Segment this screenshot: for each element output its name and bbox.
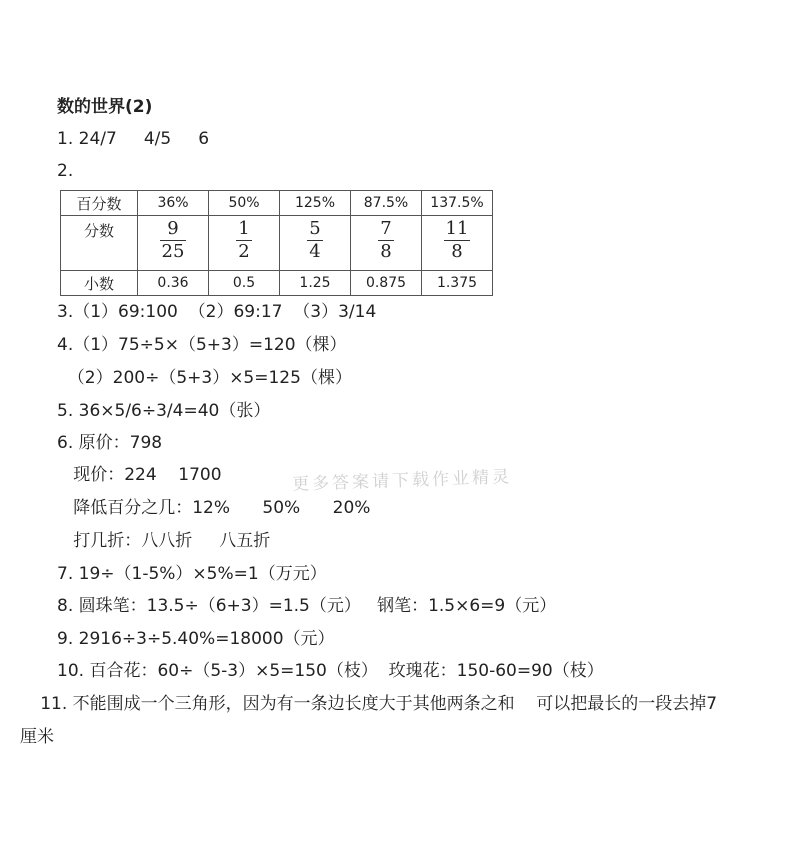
decimal-cell: 1.25 — [280, 271, 351, 296]
answer-2-label: 2. — [57, 161, 74, 181]
table-row-fraction — [61, 216, 493, 271]
page-title: 数的世界(2) — [57, 97, 153, 117]
fraction-cell — [351, 216, 422, 271]
fraction-numerator: 9 — [167, 218, 179, 239]
fraction-numerator: 7 — [380, 218, 392, 239]
row-label-percent: 百分数 — [61, 191, 138, 216]
percent-cell: 125% — [280, 191, 351, 216]
fraction-cell — [280, 216, 351, 271]
fraction-cell — [138, 216, 209, 271]
answer-4-part2: （2）200÷（5+3）×5=125（棵） — [57, 368, 352, 388]
decimal-cell: 0.875 — [351, 271, 422, 296]
fraction-denominator: 2 — [238, 241, 250, 262]
fraction-numerator: 1 — [238, 218, 250, 239]
answer-4-part1: 4.（1）75÷5×（5+3）=120（棵） — [57, 335, 347, 355]
fraction-cell — [422, 216, 493, 271]
answer-11-line2: 厘米 — [20, 727, 54, 747]
answer-11-line1: 11. 不能围成一个三角形，因为有一条边长度大于其他两条之和 可以把最长的一段去掉7 — [24, 694, 718, 714]
answer-9: 9. 2916÷3÷5.40%=18000（元） — [57, 629, 335, 649]
row-label-fraction: 分数 — [61, 216, 138, 271]
decimal-cell: 0.5 — [209, 271, 280, 296]
answer-6-original-price: 6. 原价：798 — [57, 433, 163, 453]
fraction-denominator: 8 — [444, 240, 471, 263]
answer-8: 8. 圆珠笔：13.5÷（6+3）=1.5（元） 钢笔：1.5×6=9（元） — [57, 596, 557, 616]
fraction-denominator: 4 — [309, 241, 321, 262]
row-label-decimal: 小数 — [61, 271, 138, 296]
watermark-text: 更多答案请下载作业精灵 — [291, 467, 513, 495]
conversion-table — [60, 190, 493, 296]
answer-6-current-price: 现价：224 1700 — [57, 465, 222, 485]
table-row-decimal — [61, 271, 493, 296]
percent-cell: 137.5% — [422, 191, 493, 216]
table-row-percent — [61, 191, 493, 216]
percent-cell: 50% — [209, 191, 280, 216]
fraction-cell — [209, 216, 280, 271]
fraction-numerator: 5 — [309, 218, 321, 239]
percent-cell: 36% — [138, 191, 209, 216]
answer-10: 10. 百合花：60÷（5-3）×5=150（枝） 玫瑰花：150-60=90（枝） — [57, 661, 604, 681]
fraction-denominator: 25 — [161, 241, 185, 262]
fraction-denominator: 8 — [380, 241, 392, 262]
answer-3: 3.（1）69:100 （2）69:17 （3）3/14 — [57, 302, 377, 322]
answer-5: 5. 36×5/6÷3/4=40（张） — [57, 401, 271, 421]
answer-1: 1. 24/7 4/5 6 — [57, 129, 210, 149]
decimal-cell: 0.36 — [138, 271, 209, 296]
answer-7: 7. 19÷（1-5%）×5%=1（万元） — [57, 564, 327, 584]
answer-6-discount: 打几折：八八折 八五折 — [57, 531, 271, 551]
fraction-numerator: 11 — [445, 218, 469, 239]
percent-cell: 87.5% — [351, 191, 422, 216]
decimal-cell: 1.375 — [422, 271, 493, 296]
answer-6-percent-reduced: 降低百分之几：12% 50% 20% — [57, 498, 371, 518]
